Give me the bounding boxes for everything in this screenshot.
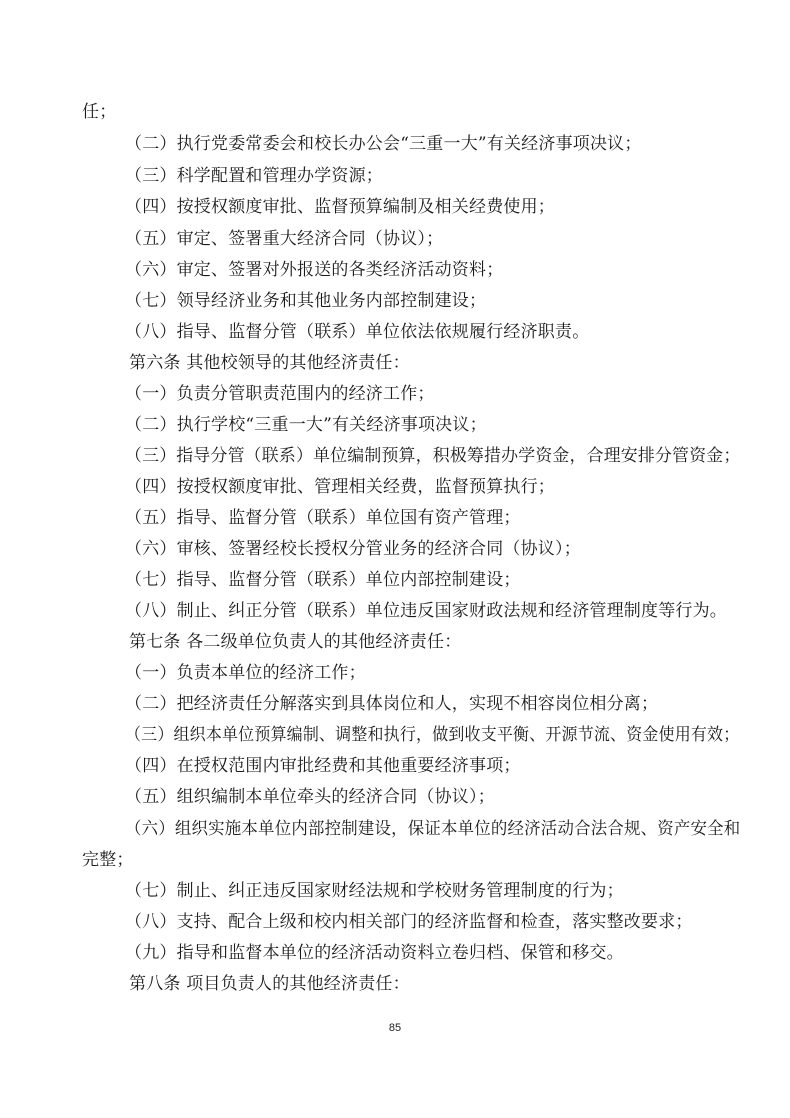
text-line: （四）按授权额度审批、监督预算编制及相关经费使用； — [125, 197, 555, 217]
text-line: （九）指导和监督本单位的经济活动资料立卷归档、保管和移交。 — [125, 943, 624, 963]
article-heading: 第六条 其他校领导的其他经济责任： — [129, 353, 410, 373]
text-line: （七）制止、纠正违反国家财经法规和学校财务管理制度的行为； — [125, 881, 624, 901]
text-line: （二）执行学校“三重一大”有关经济事项决议； — [125, 415, 487, 435]
text-line: （一）负责分管职责范围内的经济工作； — [125, 384, 435, 404]
text-line: （四）按授权额度审批、管理相关经费，监督预算执行； — [125, 477, 555, 497]
text-line: （八）支持、配合上级和校内相关部门的经济监督和检查，落实整改要求； — [125, 912, 693, 932]
text-line: （一）负责本单位的经济工作； — [125, 663, 366, 683]
text-line: （二）执行党委常委会和校长办公会“三重一大”有关经济事项决议； — [125, 134, 642, 154]
text-line: （五）审定、签署重大经济合同（协议）； — [125, 229, 444, 249]
text-line: （七）指导、监督分管（联系）单位内部控制建设； — [125, 570, 521, 590]
text-line: （六）审定、签署对外报送的各类经济活动资料； — [125, 260, 504, 280]
text-line: （三）组织本单位预算编制、调整和执行，做到收支平衡、开源节流、资金使用有效； — [125, 725, 740, 745]
text-line: （三）科学配置和管理办学资源； — [125, 166, 383, 186]
text-line: （五）指导、监督分管（联系）单位国有资产管理； — [125, 508, 521, 528]
text-line: 任； — [82, 102, 117, 122]
page-number: 85 — [388, 1022, 402, 1034]
text-line: （八）制止、纠正分管（联系）单位违反国家财政法规和经济管理制度等行为。 — [125, 601, 727, 621]
text-line: （八）指导、监督分管（联系）单位依法依规履行经济职责。 — [125, 322, 590, 342]
text-line: （四）在授权范围内审批经费和其他重要经济事项； — [125, 756, 521, 776]
text-line: （六）组织实施本单位内部控制建设，保证本单位的经济活动合法合规、资产安全和 — [125, 819, 741, 839]
text-line: 完整； — [82, 850, 134, 870]
text-line: （二）把经济责任分解落实到具体岗位和人，实现不相容岗位相分离； — [125, 694, 659, 714]
article-heading: 第七条 各二级单位负责人的其他经济责任： — [129, 632, 462, 652]
article-heading: 第八条 项目负责人的其他经济责任： — [129, 974, 410, 994]
text-line: （七）领导经济业务和其他业务内部控制建设； — [125, 291, 487, 311]
text-line: （三）指导分管（联系）单位编制预算，积极筹措办学资金，合理安排分管资金； — [125, 446, 741, 466]
text-line: （六）审核、签署经校长授权分管业务的经济合同（协议）； — [125, 539, 581, 559]
text-line: （五）组织编制本单位牵头的经济合同（协议）； — [125, 787, 495, 807]
